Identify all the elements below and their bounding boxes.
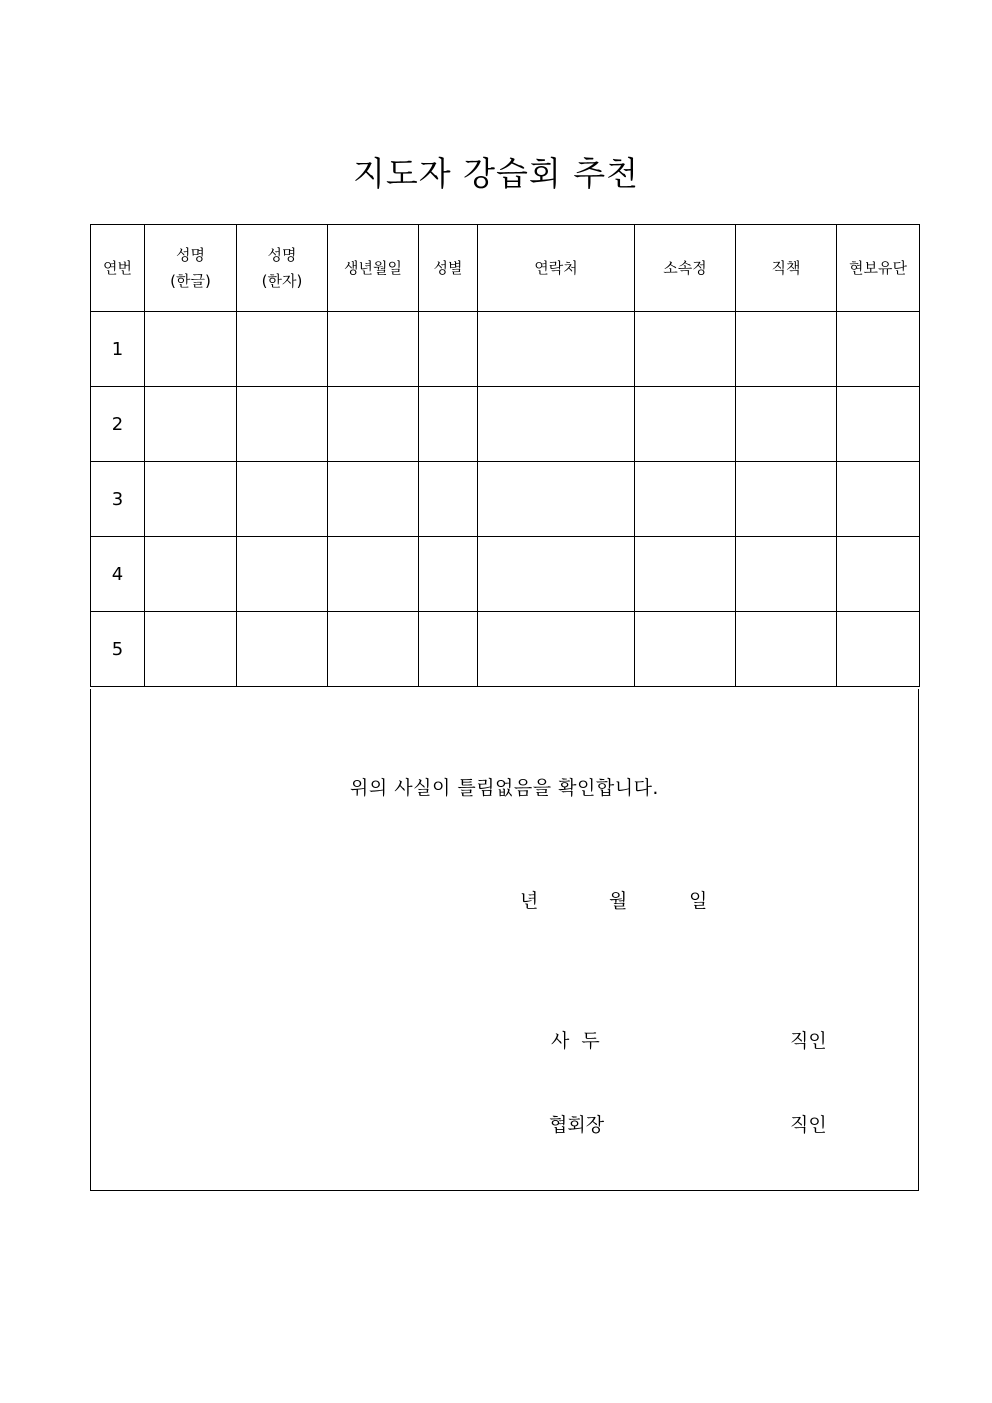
cell-current-dan[interactable] <box>837 612 920 687</box>
row-number: 3 <box>91 462 145 537</box>
header-birthdate: 생년월일 <box>328 225 419 312</box>
cell-affiliation[interactable] <box>635 612 736 687</box>
row-number: 1 <box>91 312 145 387</box>
cell-position[interactable] <box>736 537 837 612</box>
cell-birthdate[interactable] <box>328 537 419 612</box>
document-title: 지도자 강습회 추천 <box>352 154 639 193</box>
cell-contact[interactable] <box>478 612 635 687</box>
cell-position[interactable] <box>736 387 837 462</box>
header-name-hanja: 성명 (한자) <box>237 225 328 312</box>
seal-label-director: 직인 <box>790 1030 827 1052</box>
cell-gender[interactable] <box>419 612 478 687</box>
cell-affiliation[interactable] <box>635 312 736 387</box>
signer-role-director: 사 두 <box>551 1030 600 1052</box>
table-row <box>91 312 920 387</box>
row-number: 2 <box>91 387 145 462</box>
date-year-label: 년 <box>520 890 539 912</box>
cell-birthdate[interactable] <box>328 312 419 387</box>
header-contact: 연락처 <box>478 225 635 312</box>
row-number: 5 <box>91 612 145 687</box>
confirmation-section <box>90 689 919 1191</box>
confirmation-statement: 위의 사실이 틀림없음을 확인합니다. <box>350 777 659 799</box>
row-number: 4 <box>91 537 145 612</box>
cell-affiliation[interactable] <box>635 537 736 612</box>
cell-position[interactable] <box>736 312 837 387</box>
cell-name-korean[interactable] <box>145 462 237 537</box>
cell-current-dan[interactable] <box>837 387 920 462</box>
cell-birthdate[interactable] <box>328 387 419 462</box>
header-current-dan: 현보유단 <box>837 225 920 312</box>
cell-name-hanja[interactable] <box>237 312 328 387</box>
cell-affiliation[interactable] <box>635 387 736 462</box>
table-row <box>91 387 920 462</box>
date-day-label: 일 <box>689 890 708 912</box>
table-row <box>91 612 920 687</box>
table-row <box>91 462 920 537</box>
cell-name-korean[interactable] <box>145 612 237 687</box>
seal-label-president: 직인 <box>790 1114 827 1136</box>
signer-role-president: 협회장 <box>549 1114 605 1136</box>
cell-contact[interactable] <box>478 537 635 612</box>
cell-birthdate[interactable] <box>328 462 419 537</box>
cell-contact[interactable] <box>478 312 635 387</box>
header-name-korean: 성명 (한글) <box>145 225 237 312</box>
cell-position[interactable] <box>736 462 837 537</box>
date-month-label: 월 <box>609 890 628 912</box>
header-affiliation: 소속정 <box>635 225 736 312</box>
cell-gender[interactable] <box>419 462 478 537</box>
cell-name-hanja[interactable] <box>237 387 328 462</box>
cell-contact[interactable] <box>478 387 635 462</box>
cell-current-dan[interactable] <box>837 537 920 612</box>
cell-name-korean[interactable] <box>145 537 237 612</box>
header-serial-number: 연번 <box>91 225 145 312</box>
cell-name-hanja[interactable] <box>237 612 328 687</box>
cell-gender[interactable] <box>419 537 478 612</box>
cell-gender[interactable] <box>419 387 478 462</box>
cell-current-dan[interactable] <box>837 462 920 537</box>
cell-name-hanja[interactable] <box>237 537 328 612</box>
cell-affiliation[interactable] <box>635 462 736 537</box>
cell-contact[interactable] <box>478 462 635 537</box>
cell-name-korean[interactable] <box>145 387 237 462</box>
cell-name-hanja[interactable] <box>237 462 328 537</box>
cell-name-korean[interactable] <box>145 312 237 387</box>
header-gender: 성별 <box>419 225 478 312</box>
cell-gender[interactable] <box>419 312 478 387</box>
cell-birthdate[interactable] <box>328 612 419 687</box>
table-header-row <box>91 225 920 312</box>
header-position: 직책 <box>736 225 837 312</box>
cell-current-dan[interactable] <box>837 312 920 387</box>
recommendation-table <box>90 224 920 687</box>
cell-position[interactable] <box>736 612 837 687</box>
table-row <box>91 537 920 612</box>
